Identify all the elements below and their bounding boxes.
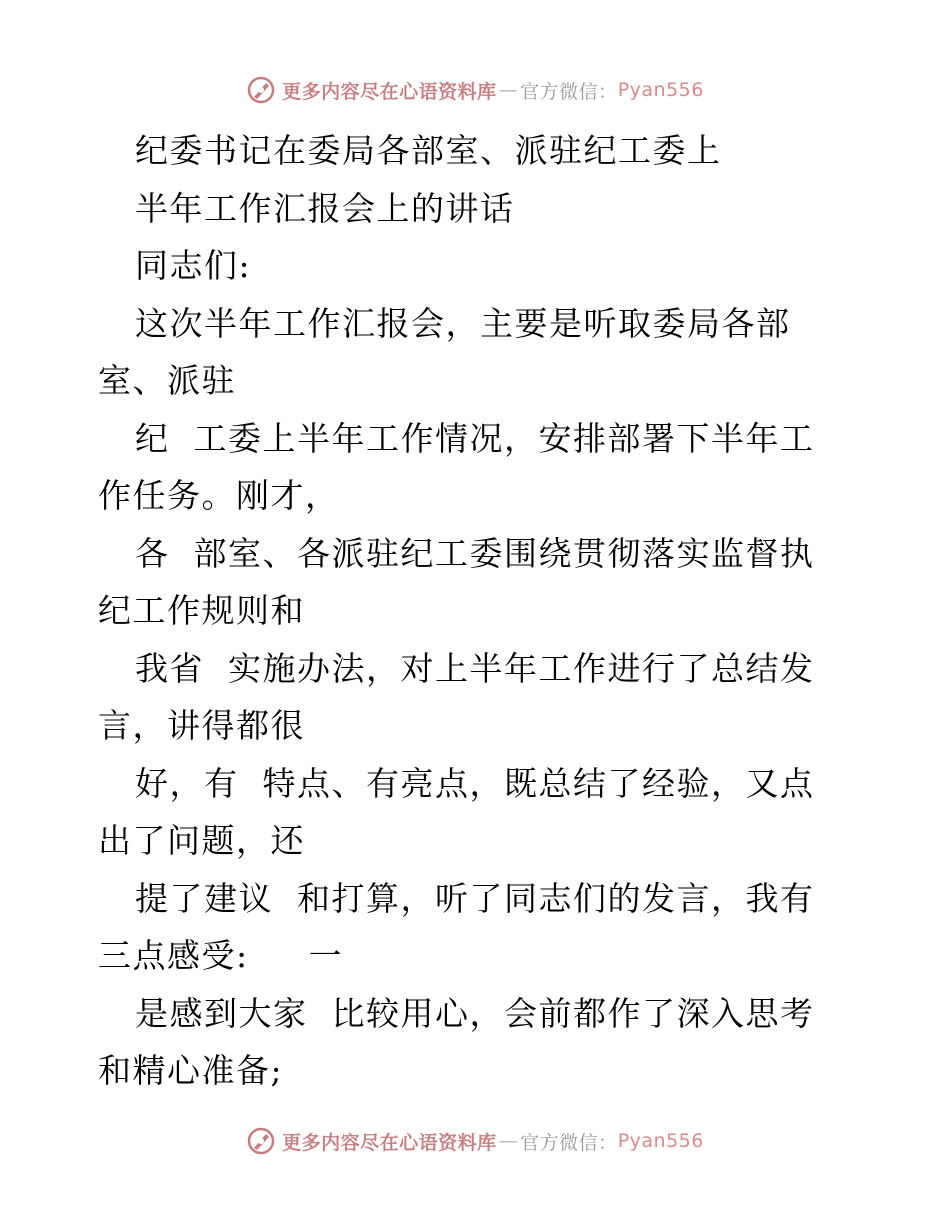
pen-logo-icon [246,1126,276,1156]
watermark-brand: 更多内容尽在心语资料库 [282,80,497,103]
watermark-wechat-id: Pyan556 [617,79,704,101]
salutation: 同志们: [135,246,252,285]
paragraph: 我省 实施办法，对上半年工作进行了总结发 言，讲得都很 [98,648,839,745]
paragraph: 各 部室、各派驻纪工委围绕贯彻落实监督执纪工作规则和 [98,533,815,630]
paragraph: 提了建议 和打算，听了同志们的发言，我有三点感受: 一 [98,878,815,975]
watermark-label: 官方微信： [520,1131,618,1154]
watermark-wechat-id: Pyan556 [617,1130,704,1152]
paragraph: 这次半年工作汇报会，主要是听取委局各部室、派驻 [98,303,791,400]
paragraph: 好，有 特点、有亮点，既总结了经验，又点出了问题，还 [98,763,815,860]
footer-watermark [0,1121,950,1161]
watermark-separator: — [498,1130,519,1152]
paragraph: 纪 工委上半年工作情况，安排部署下半年工作任务。刚才， [98,418,815,515]
header-watermark [0,70,950,110]
document-body [98,122,838,1100]
pen-logo-icon [246,75,276,105]
paragraph: 是感到大家 比较用心，会前都作了深入思考和精心准备; [98,993,815,1090]
watermark-brand: 更多内容尽在心语资料库 [282,1131,497,1154]
watermark-separator: — [498,79,519,101]
doc-title-line-1: 纪委书记在委局各部室、派驻纪工委上 [135,131,722,170]
watermark-label: 官方微信： [520,80,618,103]
doc-title-line-2: 半年工作汇报会上的讲话 [135,188,515,228]
